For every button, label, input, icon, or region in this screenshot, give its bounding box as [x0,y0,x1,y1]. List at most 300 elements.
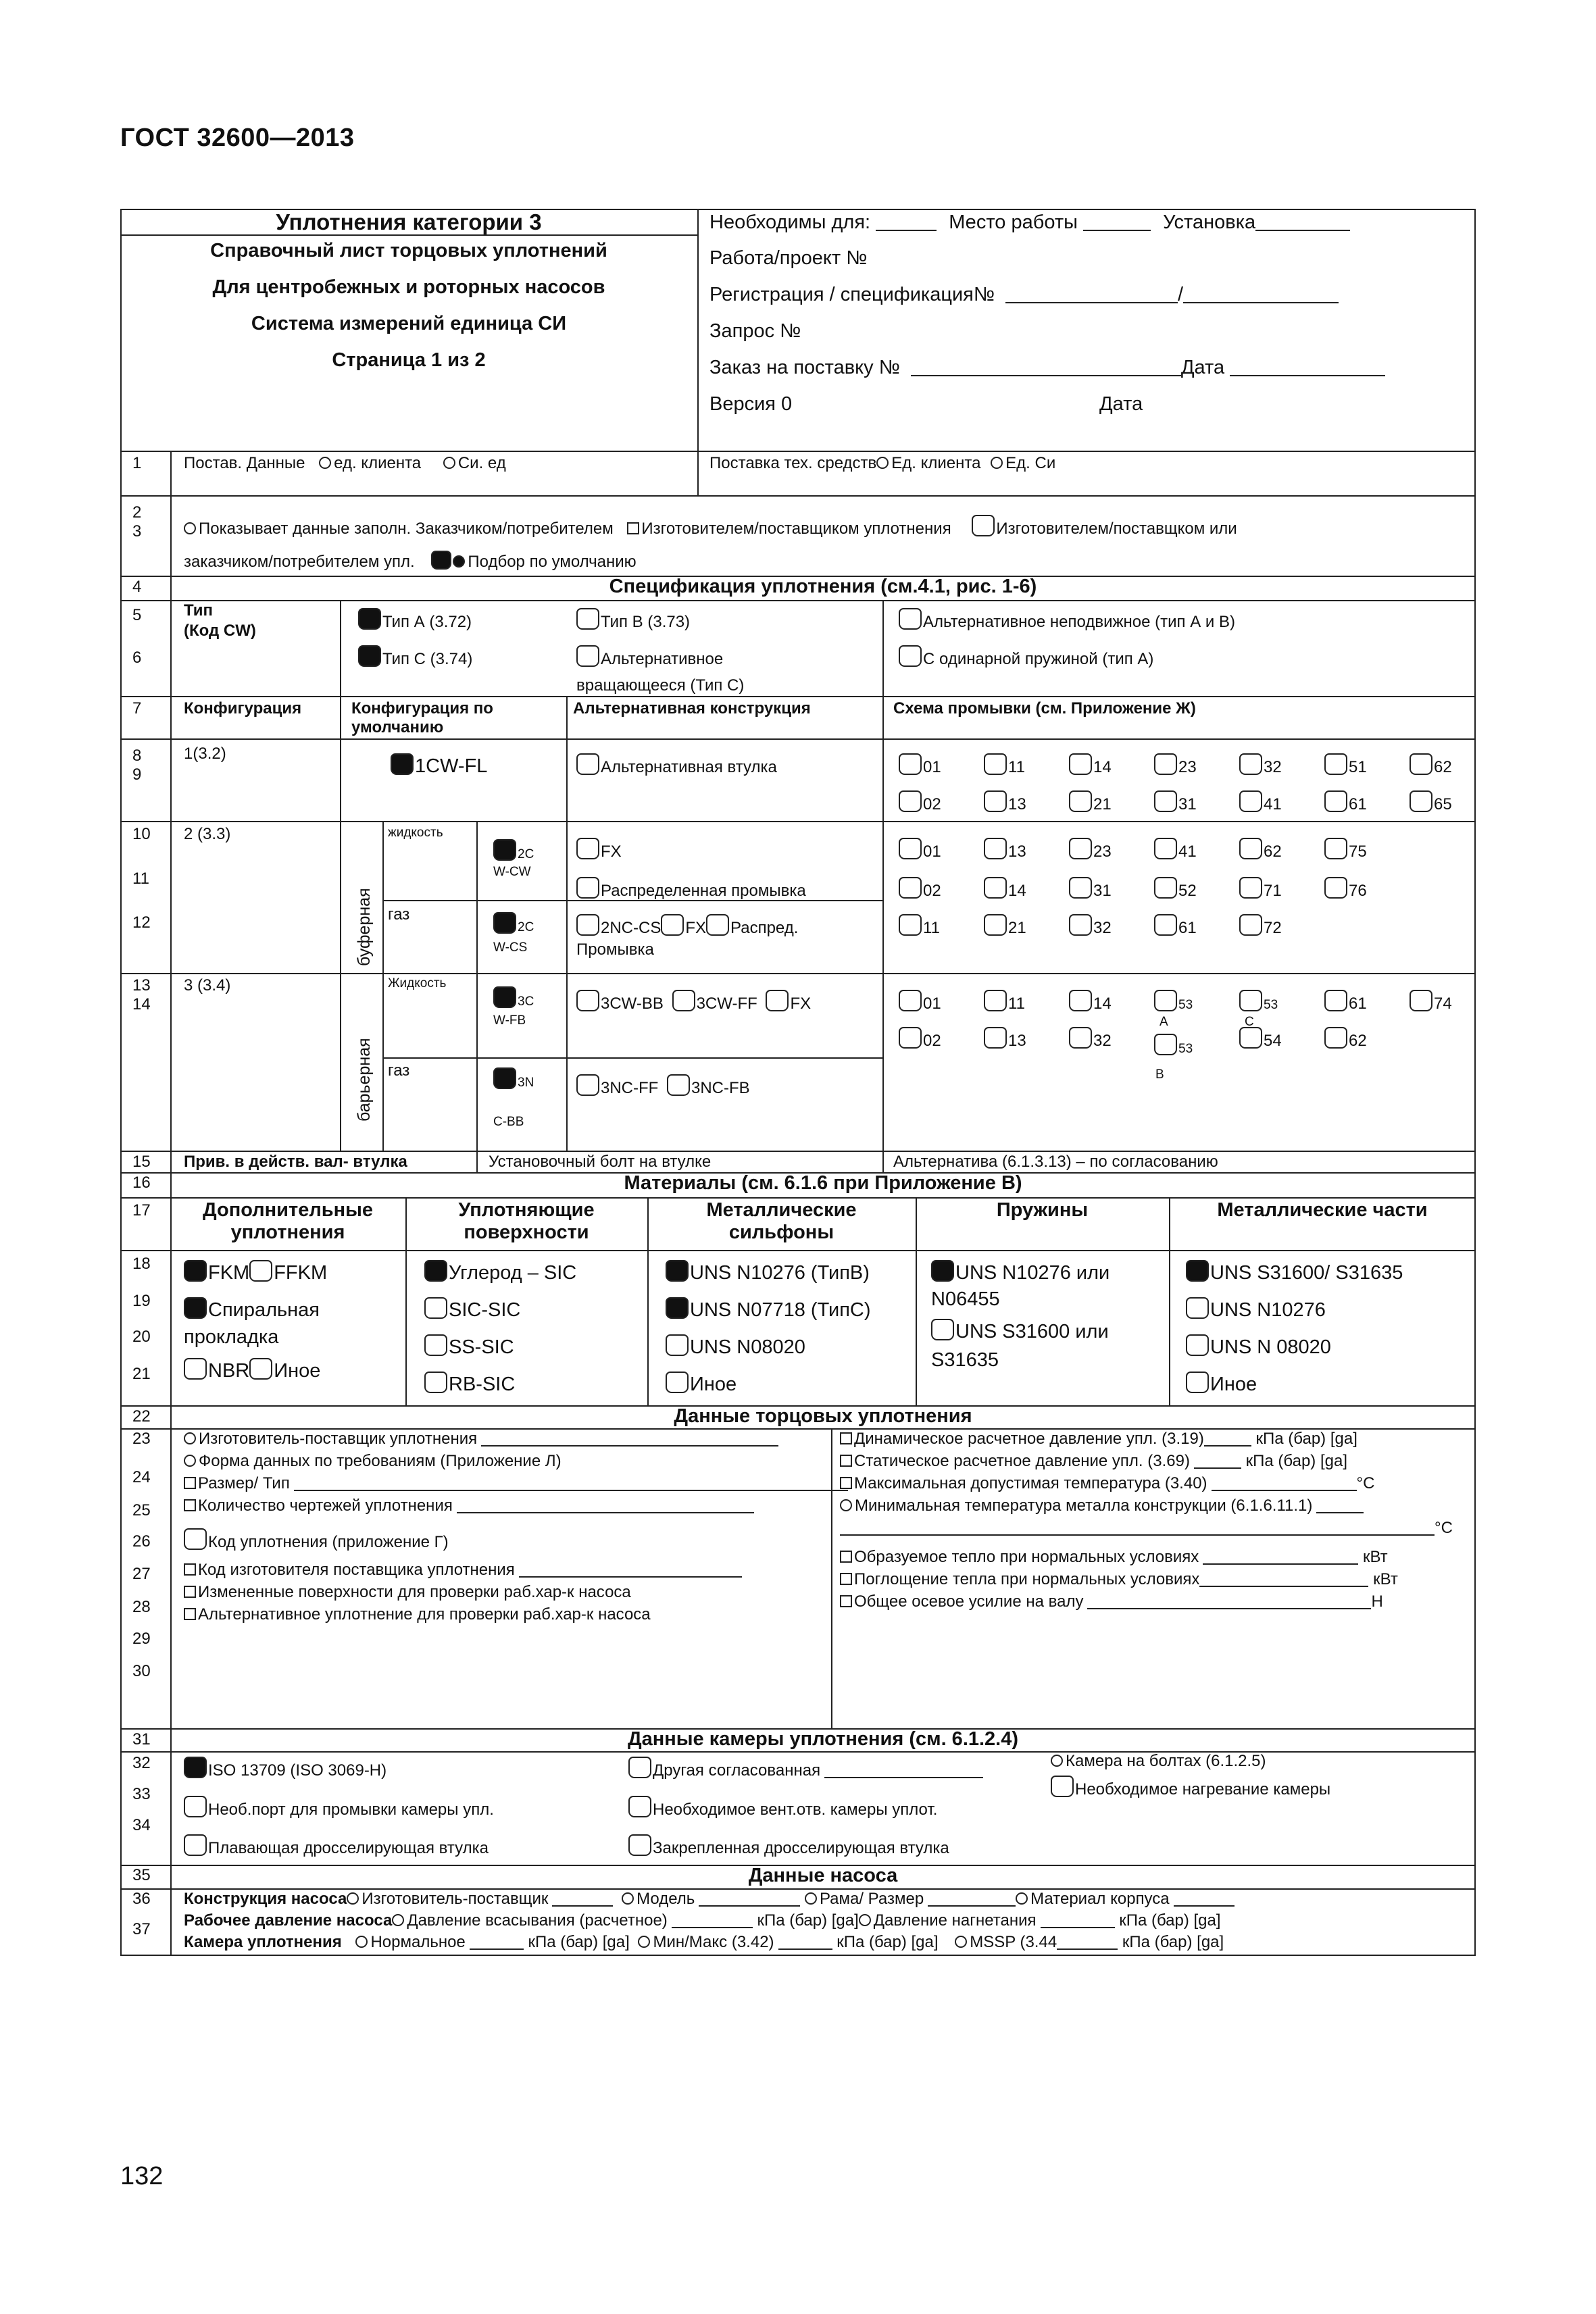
alt-seal-check-field[interactable]: Альтернативное уплотнение для проверки раб.хар-к насоса [184,1605,651,1624]
default-2cw-cs-checkbox[interactable] [493,912,516,934]
plan-checkbox[interactable] [1239,790,1262,812]
plan-checkbox[interactable] [1069,990,1092,1011]
plan-checkbox[interactable] [984,877,1007,899]
heat-absorption-field[interactable]: Поглощение тепла при нормальных условиях кВт [840,1570,1398,1588]
workplace-field[interactable] [1083,212,1151,231]
purchase-order-field[interactable] [911,357,1181,376]
flush-plans-cfg3-row2: 02 13 32 54 62 [899,1027,1410,1050]
plan-checkbox[interactable] [1154,877,1177,899]
checkbox-icon [184,1477,196,1489]
checkbox-legend-icon [627,522,639,534]
iso-13709-checkbox[interactable] [184,1757,207,1778]
alt-sleeve-option[interactable]: Альтернативная втулка [576,753,777,776]
plan-checkbox[interactable] [1239,838,1262,859]
default-1cw-fl[interactable]: 1CW-FL [391,753,487,778]
row-number: 17 [132,1201,151,1219]
plan-checkbox[interactable] [1154,990,1177,1011]
default-3cw-fb[interactable]: 3C [493,986,534,1009]
plan-checkbox[interactable] [1154,914,1177,936]
other-seal-checkbox[interactable] [249,1358,272,1380]
plan-checkbox[interactable] [899,753,922,775]
row-number: 2 [132,503,142,522]
axial-force-field[interactable]: Общее осевое усилие на валу Н [840,1592,1383,1611]
row-number: 15 [132,1153,151,1171]
row-number: 6 [132,649,142,667]
alt-design-header: Альтернативная конструкция [573,699,811,718]
alt-rotating-checkbox[interactable] [576,645,599,667]
default-3cw-fb-checkbox[interactable] [493,986,516,1008]
rb-sic-option[interactable]: RB-SIC [424,1372,515,1396]
sic-sic-checkbox[interactable] [424,1297,447,1319]
form-subtitle-4: Страница 1 из 2 [332,349,486,371]
metal-n08020-checkbox[interactable] [1186,1334,1209,1356]
other-agreed-option[interactable]: Другая согласованная [628,1757,983,1780]
pump-data-title: Данные насоса [748,1865,898,1886]
supply-data-row: Постав. Данные ед. клиента Си. ед [184,454,506,472]
alt-fx-option[interactable]: FX [576,838,622,861]
alt-2nc-cs-row: 2NC-CS FX Распред. [576,914,798,937]
other-agreed-checkbox[interactable] [628,1757,651,1778]
alt-distributed-flush-option[interactable]: Распределенная промывка [576,877,806,900]
config-header: Конфигурация [184,699,302,718]
model-radio[interactable] [622,1892,634,1905]
metal-s31600-option[interactable]: UNS S31600/ S31635 [1186,1260,1403,1284]
alt-rotating-option[interactable]: Альтернативное [576,645,723,668]
spring-s31600-option[interactable]: UNS S31600 или [931,1319,1109,1343]
barrier-gas-label: газ [388,1061,410,1080]
default-2cw-cw[interactable]: 2C [493,839,534,862]
type-a-checkbox[interactable] [358,608,381,630]
default-config-header: Конфигурация по [351,699,493,718]
spiral-gasket-checkbox[interactable] [184,1297,207,1319]
barrier-liquid-label: Жидкость [388,976,447,990]
plan-checkbox[interactable] [1239,1027,1262,1049]
spiral-gasket-option[interactable]: Спиральная [184,1297,320,1322]
row-number: 18 [132,1255,151,1273]
flush-plans-cfg2-row2: 02 14 31 52 71 76 [899,877,1410,900]
row-number: 7 [132,699,142,718]
nbr-checkbox[interactable] [184,1358,207,1380]
row-number: 10 [132,825,151,843]
carbon-sic-option[interactable]: Углерод – SIC [424,1260,576,1284]
checkbox-icon [840,1455,852,1467]
plan-checkbox[interactable] [1324,753,1347,775]
frame-radio[interactable] [805,1892,817,1905]
plan-checkbox[interactable] [1154,790,1177,812]
casing-material-radio[interactable] [1016,1892,1028,1905]
client-units-radio[interactable] [319,457,331,469]
row-number: 3 [132,522,142,540]
type-code-label: (Код CW) [184,622,256,640]
row-number: 32 [132,1754,151,1772]
chamber-heating-option[interactable]: Необходимое нагревание камеры [1051,1776,1330,1799]
row-number: 13 [132,976,151,995]
data-form-field[interactable]: Форма данных по требованиям (Приложение Л) [184,1452,562,1470]
plan-checkbox[interactable] [899,990,922,1011]
fixed-bushing-checkbox[interactable] [628,1834,651,1856]
shaft-sleeve-drive-label: Прив. в действ. вал- втулка [184,1153,407,1171]
plan-checkbox[interactable] [1410,790,1432,812]
row-number: 4 [132,578,142,596]
plan-checkbox[interactable] [1069,790,1092,812]
row-number: 1 [132,454,142,472]
plan-checkbox[interactable] [984,753,1007,775]
bellows-n10276-checkbox[interactable] [666,1260,689,1282]
plan-checkbox[interactable] [1069,753,1092,775]
spiral-gasket-label-2: прокладка [184,1326,279,1348]
checkbox-icon [184,1563,196,1576]
mssp-field[interactable] [1057,1939,1118,1950]
suction-pressure-field[interactable] [672,1917,753,1928]
rb-sic-checkbox[interactable] [424,1372,447,1393]
plan-53b-sub: B [1155,1067,1164,1082]
mssp-radio[interactable] [955,1936,967,1948]
config-1-label: 1(3.2) [184,745,226,763]
plan-checkbox[interactable] [1154,753,1177,775]
radio-legend-icon [184,522,196,534]
flush-port-checkbox[interactable] [184,1796,207,1817]
dual-checkbox-legend-icon [972,515,995,536]
plan-checkbox[interactable] [984,1027,1007,1049]
seal-code-field[interactable]: Код уплотнения (приложение Г) [184,1528,449,1551]
frame-field[interactable] [928,1896,1016,1907]
type-c-checkbox[interactable] [358,645,381,667]
min-max-field[interactable] [778,1939,832,1950]
floating-bushing-checkbox[interactable] [184,1834,207,1856]
page-number: 132 [120,2162,164,2190]
plan-checkbox[interactable] [899,914,922,936]
alt-sleeve-checkbox[interactable] [576,753,599,775]
row-number: 31 [132,1730,151,1749]
specification-field[interactable] [1183,284,1339,303]
plan-53c-sub: C [1245,1015,1254,1029]
metal-n08020-option[interactable]: UNS N 08020 [1186,1334,1331,1359]
checkbox-icon [840,1551,852,1563]
plan-checkbox[interactable] [1154,838,1177,859]
pump-construction-row: Конструкция насоса Изготовитель-поставщик Модель Рама/ Размер Материал корпуса [184,1890,1235,1908]
row-number: 30 [132,1662,151,1680]
default-3cw-fb-sub: W-FB [493,1013,526,1028]
alt-fx2-checkbox[interactable] [661,914,684,936]
suction-pressure-radio[interactable] [392,1914,404,1926]
row-number: 20 [132,1328,151,1346]
bellows-other-option[interactable]: Иное [666,1372,737,1396]
alt-static-option[interactable]: Альтернативное неподвижное (тип А и В) [899,608,1235,631]
row-number: 23 [132,1430,151,1448]
normal-pressure-field[interactable] [470,1939,524,1950]
plan-checkbox[interactable] [1239,914,1262,936]
row-number: 9 [132,765,142,784]
plan-checkbox[interactable] [1324,1027,1347,1049]
fixed-bushing-option[interactable]: Закрепленная дросселирующая втулка [628,1834,949,1857]
row-number: 22 [132,1407,151,1426]
plan-checkbox[interactable] [1069,877,1092,899]
alt-distributed-flush-checkbox[interactable] [576,877,599,899]
plan-checkbox[interactable] [899,838,922,859]
alt-3nc-fb-checkbox[interactable] [667,1074,690,1096]
row-number: 37 [132,1920,151,1938]
alt-3cw-bb-checkbox[interactable] [576,990,599,1011]
flush-plans-cfg3-row1: 01 11 14 53 53 61 74 [899,990,1470,1013]
purchase-date-field[interactable] [1230,357,1385,376]
checkbox-icon [840,1477,852,1489]
metal-bellows-header: Металлические сильфоны [706,1199,857,1243]
plan-checkbox[interactable] [1324,990,1347,1011]
manufacturer-code-field[interactable]: Код изготовителя поставщика уплотнения [184,1561,742,1579]
bellows-n07718-option[interactable]: UNS N07718 (ТипС) [666,1297,871,1322]
row-number: 29 [132,1630,151,1648]
default-2cw-cs-sub: W-CS [493,940,528,955]
checkbox-icon [184,1586,196,1598]
row-number: 33 [132,1785,151,1803]
buffer-liquid-label: жидкость [388,826,443,840]
default-2cw-cw-sub: W-CW [493,865,531,879]
discharge-pressure-radio[interactable] [859,1914,871,1926]
row-number: 26 [132,1532,151,1551]
alt-3cw-row: 3CW-BB 3CW-FF FX [576,990,811,1013]
ss-sic-checkbox[interactable] [424,1334,447,1356]
type-c-option[interactable]: Тип С (3.74) [358,645,472,668]
plan-checkbox[interactable] [1069,914,1092,936]
iso-13709-option[interactable]: ISO 13709 (ISO 3069-H) [184,1757,386,1780]
secondary-seals-header: Дополнительные уплотнения [203,1199,373,1243]
bellows-other-checkbox[interactable] [666,1372,689,1393]
flush-plans-cfg1-row2: 02 13 21 31 41 61 65 [899,790,1470,813]
checkbox-icon [184,1528,207,1550]
project-label: Работа/проект № [709,247,868,269]
single-spring-checkbox[interactable] [899,645,922,667]
alternative-agreement-label: Альтернатива (6.1.3.13) – по согласованию [893,1153,1218,1171]
type-label: Тип [184,601,213,620]
default-3nc-bb[interactable]: 3N [493,1067,534,1090]
row-number: 12 [132,913,151,932]
legend-line-1: Показывает данные заполн. Заказчиком/потребителем Изготовителем/поставщиком уплотнения Изготовителем/поставщком или [184,515,1237,538]
metal-n10276-checkbox[interactable] [1186,1297,1209,1319]
form-subtitle-3: Система измерений единица СИ [251,313,567,334]
registration-field[interactable] [1005,284,1178,303]
metal-n10276-option[interactable]: UNS N10276 [1186,1297,1326,1322]
chamber-heating-checkbox[interactable] [1051,1776,1074,1797]
discharge-pressure-field[interactable] [1041,1917,1115,1928]
plan-checkbox[interactable] [1410,990,1432,1011]
alt-3cw-ff-checkbox[interactable] [672,990,695,1011]
alt-distrib-checkbox[interactable] [706,914,729,936]
spring-s31600-checkbox[interactable] [931,1319,954,1340]
default-2cw-cw-checkbox[interactable] [493,839,516,861]
plan-checkbox[interactable] [1239,753,1262,775]
spring-n10276-option[interactable]: UNS N10276 или [931,1260,1109,1284]
purchase-order-row: Заказ на поставку № Дата [709,357,1385,379]
min-metal-temp-field[interactable]: Минимальная температура металла конструкции (6.1.6.11.1) [840,1496,1364,1515]
pump-pressure-row: Рабочее давление насоса Давление всасывания (расчетное) кПа (бар) [ga] Давление нагнетания кПа (бар) [ga] [184,1911,1221,1930]
dynamic-pressure-field[interactable]: Динамическое расчетное давление упл. (3.19) кПа (бар) [ga] [840,1430,1357,1448]
seal-manufacturer-field[interactable]: Изготовитель-поставщик уплотнения [184,1430,778,1448]
si-units-radio[interactable] [443,457,455,469]
alt-3nc-row: 3NC-FF 3NC-FB [576,1074,750,1097]
checkbox-icon [840,1573,852,1585]
row-number: 8 [132,747,142,765]
equipment-si-radio[interactable] [991,457,1003,469]
installation-field[interactable] [1255,212,1350,231]
carbon-sic-checkbox[interactable] [424,1260,447,1282]
fkm-ffkm-row: FKM FFKM [184,1260,327,1284]
type-b-checkbox[interactable] [576,608,599,630]
plan-checkbox[interactable] [984,838,1007,859]
seal-faces-header: Уплотняющие поверхности [458,1199,595,1243]
vent-hole-option[interactable]: Необходимое вент.отв. камеры уплот. [628,1796,937,1819]
request-label: Запрос № [709,320,801,342]
spring-n10276-checkbox[interactable] [931,1260,954,1282]
alt-fx3-checkbox[interactable] [766,990,789,1011]
set-screw-label: Установочный болт на втулке [489,1153,712,1171]
radio-icon [184,1432,196,1444]
form-subtitle-1: Справочный лист торцовых уплотнений [210,240,607,261]
checkbox-icon [184,1608,196,1620]
max-temp-field[interactable]: Максимальная допустимая температура (3.40) °C [840,1474,1374,1492]
plan-checkbox[interactable] [899,790,922,812]
alt-static-checkbox[interactable] [899,608,922,630]
generated-heat-field[interactable]: Образуемое тепло при нормальных условиях кВт [840,1548,1388,1566]
required-for-field[interactable] [876,212,937,231]
flush-port-option[interactable]: Необ.порт для промывки камеры упл. [184,1796,494,1819]
plan-checkbox[interactable] [1239,877,1262,899]
config-3-label: 3 (3.4) [184,976,231,995]
checkbox-icon [840,1432,852,1444]
plan-checkbox[interactable] [1324,790,1347,812]
checkbox-icon [840,1595,852,1607]
plan-checkbox[interactable] [1410,753,1432,775]
row-number: 27 [132,1565,151,1583]
min-metal-temp-line[interactable]: °C [840,1519,1453,1537]
default-2cw-cs[interactable]: 2C [493,912,534,935]
bellows-n08020-checkbox[interactable] [666,1334,689,1356]
springs-header: Пружины [996,1199,1089,1221]
flush-plans-cfg2-row1: 01 13 23 41 62 75 [899,838,1410,861]
plan-checkbox[interactable] [1324,838,1347,859]
type-a-option[interactable]: Тип А (3.72) [358,608,472,631]
plan-checkbox[interactable] [1069,1027,1092,1049]
alt-flush-label: Промывка [576,940,654,959]
model-field[interactable] [699,1896,800,1907]
drawings-count-field[interactable]: Количество чертежей уплотнения [184,1496,754,1515]
default-selection-legend-icon [431,551,451,570]
default-3nc-bb-sub: C-BB [493,1115,524,1129]
ffkm-checkbox[interactable] [249,1260,272,1282]
bellows-n10276-option[interactable]: UNS N10276 (ТипВ) [666,1260,870,1284]
row-number: 34 [132,1816,151,1834]
row-number: 5 [132,606,142,624]
row-number: 24 [132,1468,151,1486]
alt-fx-checkbox[interactable] [576,838,599,859]
seal-data-title: Данные торцовых уплотнения [674,1405,972,1427]
spring-s31635-label: S31635 [931,1349,999,1371]
row-number: 14 [132,995,151,1013]
row-number: 21 [132,1365,151,1383]
radio-icon [184,1455,196,1467]
seal-spec-title: Спецификация уплотнения (см.4.1, рис. 1-6) [609,576,1037,597]
manufacturer-radio[interactable] [347,1892,359,1905]
plan-checkbox[interactable] [899,1027,922,1049]
row-number: 19 [132,1292,151,1310]
fkm-checkbox[interactable] [184,1260,207,1282]
flush-plan-header: Схема промывки (см. Приложение Ж) [893,699,1196,718]
radio-icon [840,1499,852,1511]
buffer-gas-label: газ [388,905,410,924]
version-date-label: Дата [1099,393,1143,415]
metal-other-checkbox[interactable] [1186,1372,1209,1393]
normal-pressure-radio[interactable] [355,1936,368,1948]
modified-faces-field[interactable]: Измененные поверхности для проверки раб.хар-к насоса [184,1583,631,1601]
bellows-n07718-checkbox[interactable] [666,1297,689,1319]
plan-53b[interactable]: 53 [1154,1034,1193,1057]
metal-s31600-checkbox[interactable] [1186,1260,1209,1282]
spring-n06455-label: N06455 [931,1288,1000,1310]
flush-plans-cfg2-row3: 11 21 32 61 72 [899,914,1324,937]
flush-plans-cfg1-row1: 01 11 14 23 32 51 62 [899,753,1470,776]
default-3nc-bb-checkbox[interactable] [493,1067,516,1089]
row-number: 16 [132,1174,151,1192]
plan-checkbox[interactable] [984,914,1007,936]
document-header: ГОСТ 32600—2013 [120,124,355,152]
plan-checkbox[interactable] [1154,1034,1177,1055]
type-b-option[interactable]: Тип В (3.73) [576,608,690,631]
version-label: Версия 0 [709,393,793,415]
size-type-field[interactable]: Размер/ Тип [184,1474,848,1492]
plan-checkbox[interactable] [899,877,922,899]
metal-parts-header: Металлические части [1217,1199,1428,1221]
alt-2nc-cs-checkbox[interactable] [576,914,599,936]
bolted-chamber-radio[interactable] [1051,1755,1063,1767]
registration-row: Регистрация / спецификация№ / [709,284,1339,306]
manufacturer-field[interactable] [552,1896,613,1907]
vent-hole-checkbox[interactable] [628,1796,651,1817]
casing-material-field[interactable] [1174,1896,1235,1907]
barrier-label: барьерная [355,1038,374,1122]
checkbox-icon [184,1499,196,1511]
plan-checkbox[interactable] [1069,838,1092,859]
static-pressure-field[interactable]: Статическое расчетное давление упл. (3.69) кПа (бар) [ga] [840,1452,1347,1470]
min-max-radio[interactable] [638,1936,650,1948]
nbr-other-row: NBR Иное [184,1358,320,1382]
chamber-title: Данные камеры уплотнения (см. 6.1.2.4) [627,1728,1019,1750]
single-spring-option[interactable]: С одинарной пружиной (тип А) [899,645,1153,668]
equipment-client-radio[interactable] [876,457,889,469]
ss-sic-option[interactable]: SS-SIC [424,1334,514,1359]
default-radio-legend-icon [453,555,465,568]
plan-checkbox[interactable] [1324,877,1347,899]
sic-sic-option[interactable]: SIC-SIC [424,1297,520,1322]
form-subtitle-2: Для центробежных и роторных насосов [212,276,605,298]
bolted-chamber-option[interactable]: Камера на болтах (6.1.2.5) [1051,1752,1266,1770]
plan-53a-sub: A [1159,1015,1168,1029]
plan-checkbox[interactable] [984,990,1007,1011]
default-config-header-2: умолчанию [351,718,444,736]
config-2-label: 2 (3.3) [184,825,231,843]
metal-other-option[interactable]: Иное [1186,1372,1257,1396]
row-number: 28 [132,1598,151,1616]
bellows-n08020-option[interactable]: UNS N08020 [666,1334,805,1359]
materials-title: Материалы (см. 6.1.6 при Приложение В) [624,1172,1022,1194]
alt-3nc-ff-checkbox[interactable] [576,1074,599,1096]
plan-checkbox[interactable] [1239,990,1262,1011]
floating-bushing-option[interactable]: Плавающая дросселирующая втулка [184,1834,489,1857]
buffer-label: буферная [355,888,374,966]
seal-chamber-pressure-row: Камера уплотнения Нормальное кПа (бар) [ga] Мин/Макс (3.42) кПа (бар) [ga] MSSP (3.44 кПа (бар) [ga] [184,1933,1224,1951]
default-1cw-fl-checkbox[interactable] [391,753,414,775]
row-number: 11 [132,870,149,888]
plan-checkbox[interactable] [984,790,1007,812]
equipment-supply-row: Поставка тех. средств Ед. клиента Ед. Си [709,454,1056,472]
